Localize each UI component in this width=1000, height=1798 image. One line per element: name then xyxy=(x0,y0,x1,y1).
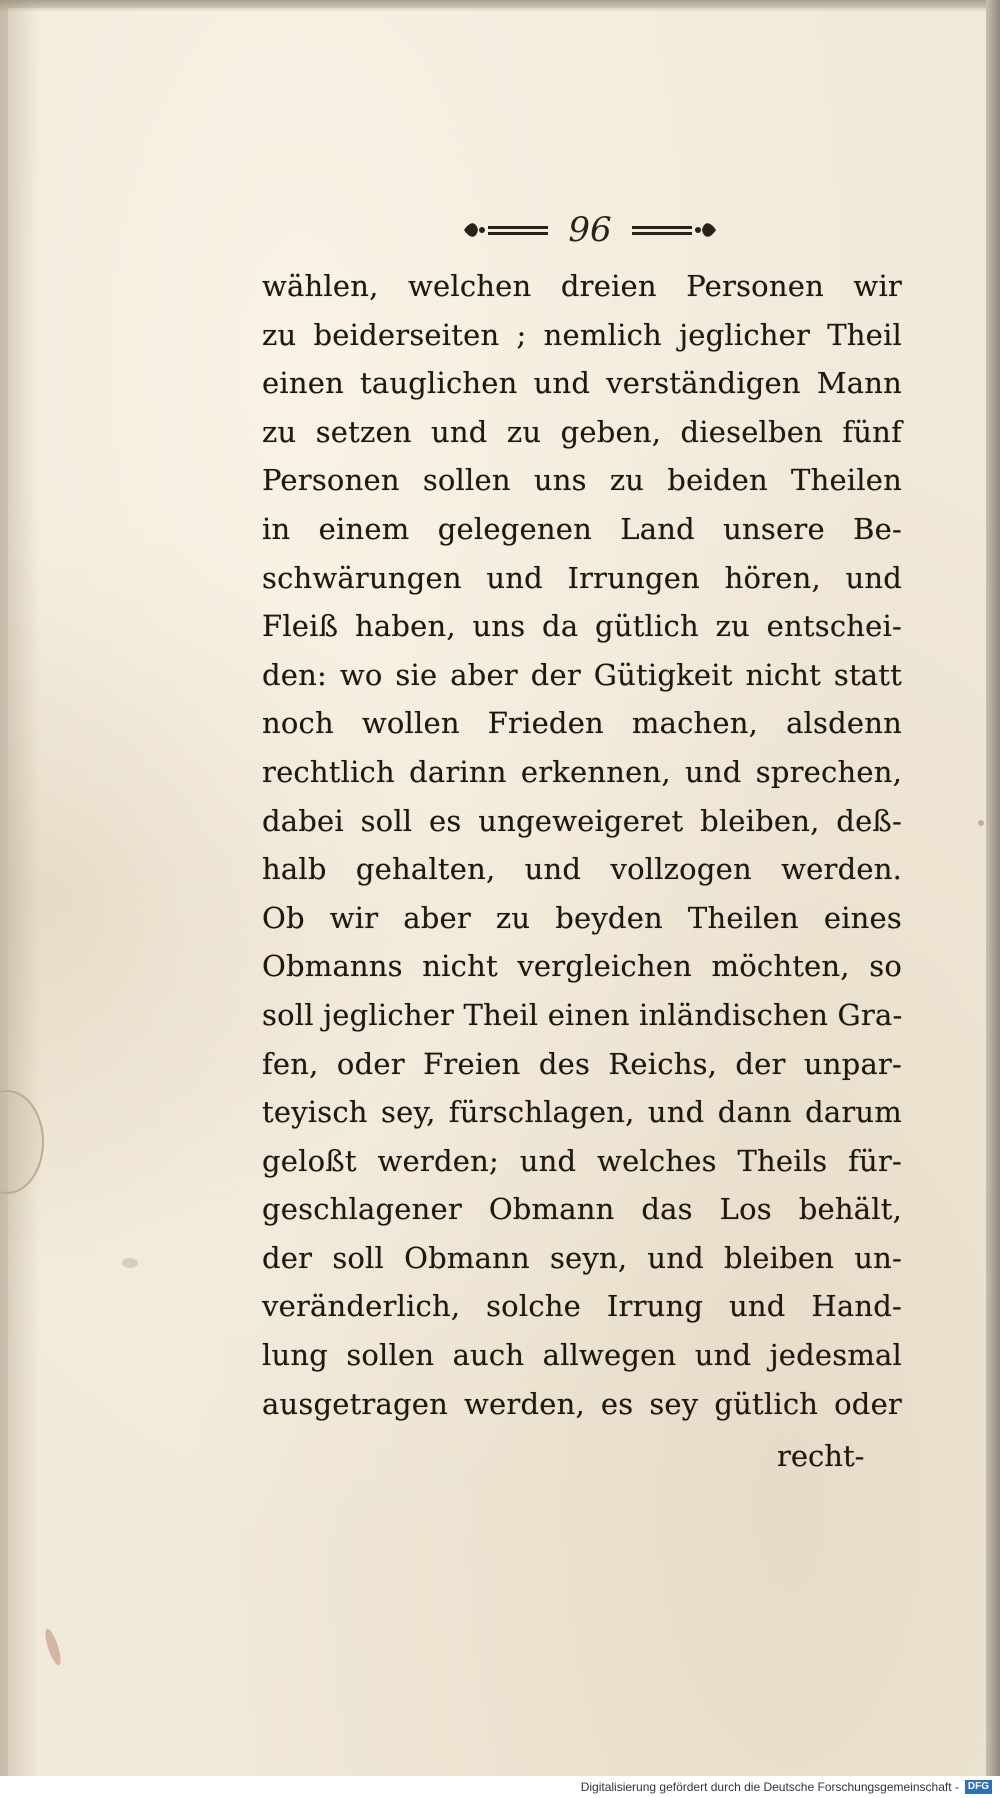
left-ornament-icon xyxy=(462,219,550,241)
page-number: 96 xyxy=(568,210,612,250)
text-line: Fleiß haben, uns da gütlich zu entschei- xyxy=(262,609,902,644)
stain-mark xyxy=(978,820,984,826)
digitization-footer xyxy=(0,1776,1000,1798)
text-line: noch wollen Frieden machen, alsdenn xyxy=(262,706,902,741)
catchword: recht- xyxy=(777,1439,865,1473)
text-line: rechtlich darinn erkennen, und sprechen, xyxy=(262,754,902,789)
body-text xyxy=(262,262,902,1428)
page-header xyxy=(440,205,740,255)
text-line: Personen sollen uns zu beiden Theilen xyxy=(262,463,902,498)
right-book-edge xyxy=(986,0,1000,1798)
text-line: Ob wir aber zu beyden Theilen eines xyxy=(262,900,902,935)
text-line: den: wo sie aber der Gütigkeit nicht statt xyxy=(262,657,902,692)
text-line: wählen, welchen dreien Personen wir xyxy=(262,269,902,303)
text-line: teyisch sey, fürschlagen, und dann darum xyxy=(262,1095,902,1130)
text-line: zu setzen und zu geben, dieselben fünf xyxy=(262,414,902,449)
right-ornament-icon xyxy=(630,219,718,241)
text-line: in einem gelegenen Land unsere Be- xyxy=(262,511,902,546)
text-line: zu beiderseiten ; nemlich jeglicher Theil xyxy=(262,317,902,352)
text-line: ausgetragen werden, es sey gütlich oder xyxy=(262,1386,902,1421)
left-deckle-edge xyxy=(0,0,40,1798)
top-edge-shadow xyxy=(0,0,1000,12)
text-line: veränderlich, solche Irrung und Hand- xyxy=(262,1289,902,1324)
text-line: halb gehalten, und vollzogen werden. xyxy=(262,852,902,887)
text-line: geloßt werden; und welches Theils für- xyxy=(262,1143,902,1178)
funding-credit: Digitalisierung gefördert durch die Deutsche Forschungsgemeinschaft - xyxy=(580,1780,959,1794)
text-line: geschlagener Obmann das Los behält, xyxy=(262,1192,902,1227)
text-line: dabei soll es ungeweigeret bleiben, deß- xyxy=(262,803,902,838)
text-line: einen tauglichen und verständigen Mann xyxy=(262,366,902,401)
text-line: Obmanns nicht vergleichen möchten, so xyxy=(262,949,902,984)
stain-mark xyxy=(122,1258,138,1268)
text-line: soll jeglicher Theil einen inländischen Gra- xyxy=(262,997,903,1032)
text-line: schwärungen und Irrungen hören, und xyxy=(262,560,902,595)
text-line: fen, oder Freien des Reichs, der unpar- xyxy=(262,1046,902,1081)
dfg-logo: DFG xyxy=(965,1780,992,1794)
text-line: der soll Obmann seyn, und bleiben un- xyxy=(262,1240,902,1275)
text-line: lung sollen auch allwegen und jedesmal xyxy=(262,1338,902,1373)
